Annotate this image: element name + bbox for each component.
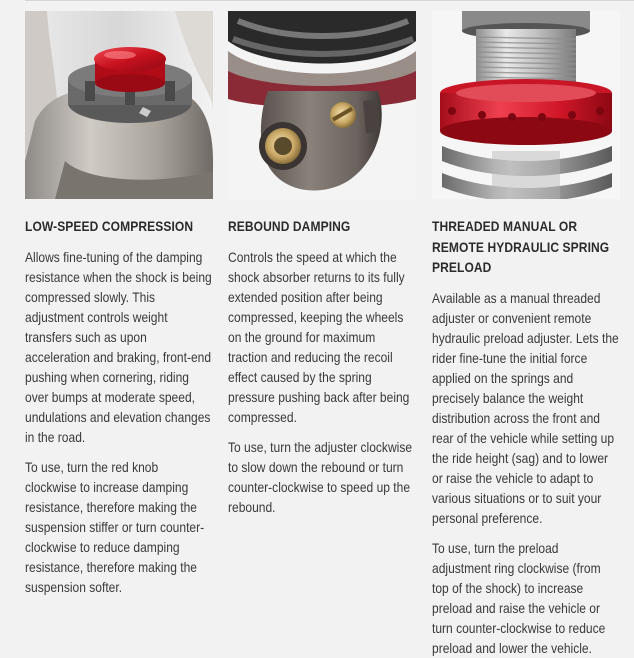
feature-heading: THREADED MANUAL OR REMOTE HYDRAULIC SPRING PRELOAD bbox=[432, 218, 610, 275]
red-compression-knob-icon bbox=[25, 11, 213, 199]
feature-spring-preload bbox=[432, 11, 620, 658]
compression-knob-image bbox=[25, 11, 213, 199]
feature-usage: To use, turn the red knob clockwise to increase damping resistance, therefore making the suspension stiffer or turn counter-clockwise to reduce damping resistance, therefore making the suspension softer. bbox=[25, 458, 205, 595]
feature-rebound-damping bbox=[228, 11, 416, 517]
top-divider bbox=[25, 0, 634, 1]
feature-heading: REBOUND DAMPING bbox=[228, 218, 351, 234]
preload-ring-image bbox=[432, 11, 620, 199]
feature-usage: To use, turn the adjuster clockwise to slow down the rebound or turn counter-clockwise to speed up the rebound. bbox=[228, 438, 413, 515]
rebound-adjuster-screw-icon bbox=[228, 11, 416, 199]
feature-description: Available as a manual threaded adjuster or convenient remote hydraulic preload adjuster. Lets the rider fine-tune the initial force applied on the springs and precisely balance the weight distribution across the front and rear of the vehicle while setting up the ride height (sag) and to lower or raise the vehicle to adapt to various situations or to suit your personal preference. bbox=[432, 289, 619, 526]
feature-description: Allows fine-tuning of the damping resistance when the shock is being compressed slowly. This adjustment controls weight transfers such as upon acceleration and braking, front-end pushing when cornering, riding over bumps at moderate speed, undulations and elevation changes in the road. bbox=[25, 248, 212, 445]
rebound-adjuster-image bbox=[228, 11, 416, 199]
feature-description: Controls the speed at which the shock absorber returns to its fully extended position after being compressed, keeping the wheels on the ground for maximum traction and reducing the recoil effect caused by the spring pressure pushing back after being compressed. bbox=[228, 248, 410, 425]
red-preload-ring-icon bbox=[432, 11, 620, 199]
feature-low-speed-compression bbox=[25, 11, 213, 597]
feature-usage: To use, turn the preload adjustment ring clockwise (from top of the shock) to increase preload and raise the vehicle or turn counter-clockwise to reduce preload and lower the vehicle. bbox=[432, 539, 606, 656]
feature-heading: LOW-SPEED COMPRESSION bbox=[25, 218, 194, 234]
